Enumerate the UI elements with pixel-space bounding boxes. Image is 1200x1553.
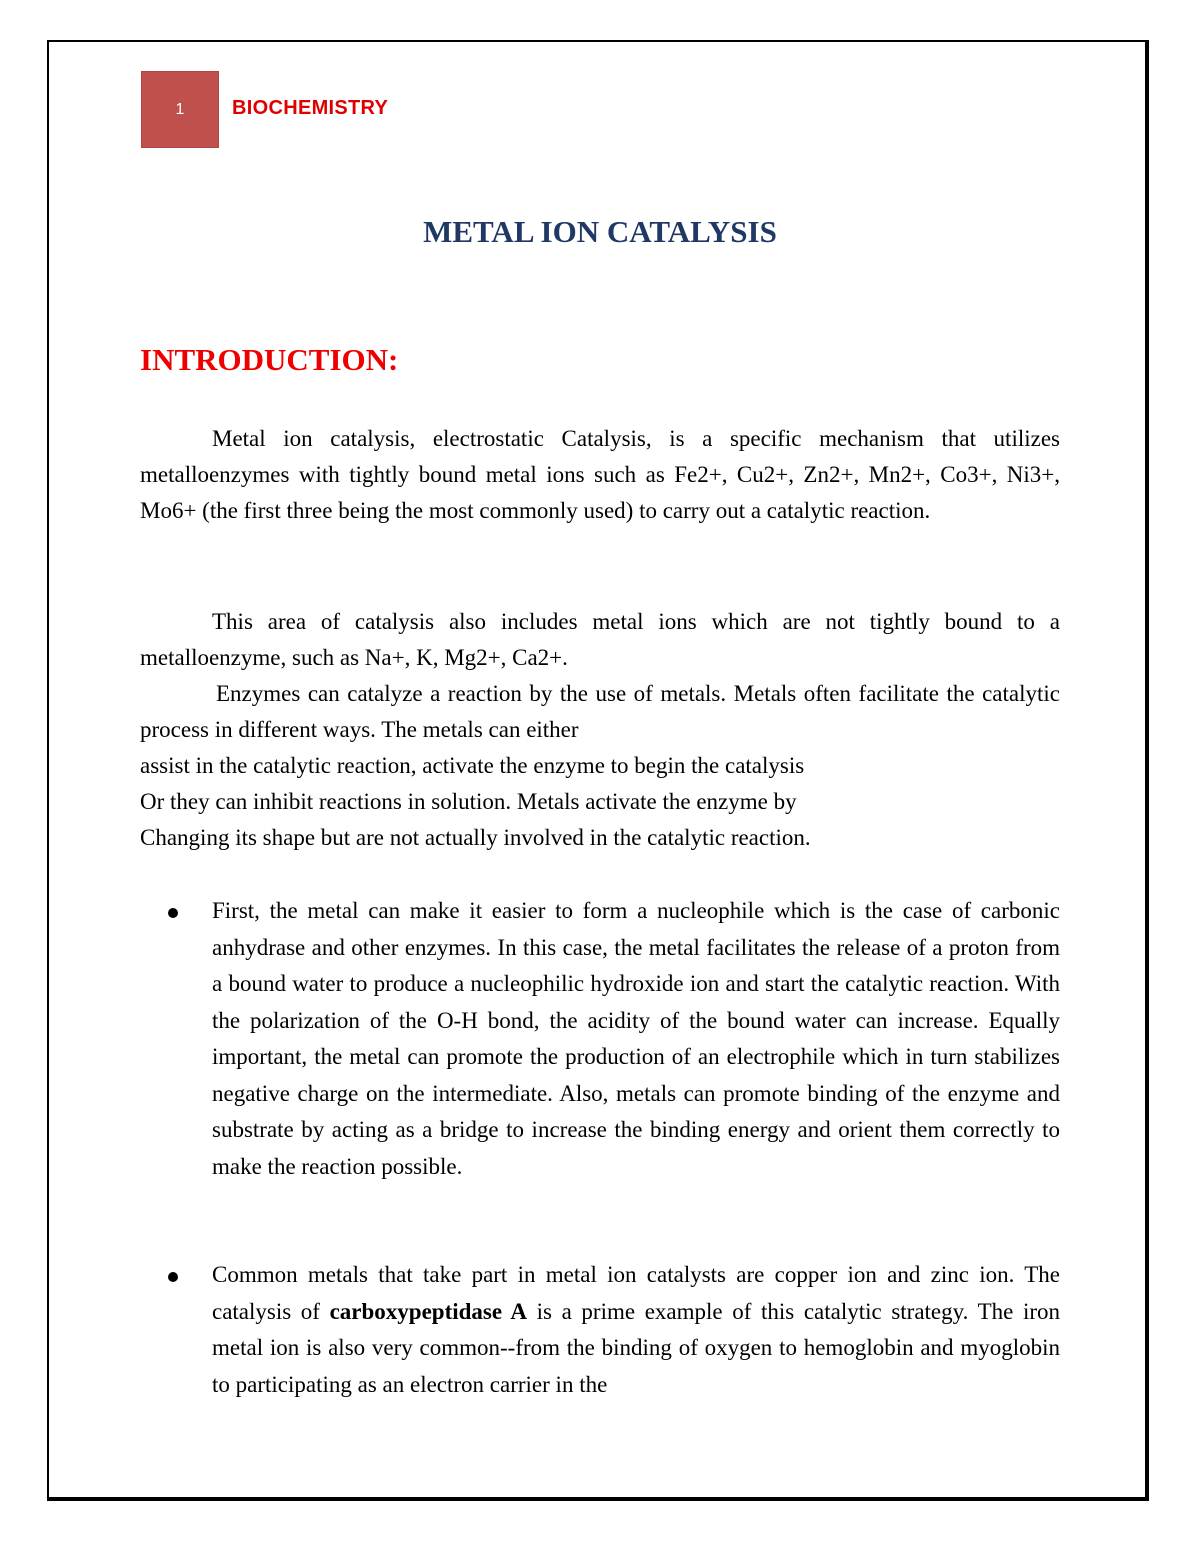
paragraph-intro-3-line-3: Or they can inhibit reactions in solution. Metals activate the enzyme by [140, 789, 797, 814]
page-number-box [141, 71, 219, 148]
section-heading-introduction: INTRODUCTION: [140, 342, 399, 377]
bullet-dot-icon [168, 1272, 178, 1282]
bullet-text-after: is a prime example of this catalytic strategy. The iron metal ion is also very common--from the binding of oxygen to hemoglobin and myoglobin to participating as an electron carrier in the [212, 1298, 1061, 1397]
header-subject: BIOCHEMISTRY [232, 97, 389, 119]
bullet-item-nucleophile: First, the metal can make it easier to form a nucleophile which is the case of carbonic anhydrase and other enzymes. In this case, the metal facilitates the release of a proton from a bound water to produce a nucleophilic hydroxide ion and start the catalytic reaction. With the polarization of the O-H bond, the acidity of the bound water can increase. Equally important, the metal can promote the production of an electrophile which in turn stabilizes negative charge on the intermediate. Also, metals can promote binding of the enzyme and substrate by acting as a bridge to increase the binding energy and orient them correctly to make the reaction possible. [212, 898, 1060, 1179]
bullet-dot-icon [168, 908, 178, 918]
bullet-text-before: Common metals that take part in metal ion catalysts are copper ion and zinc ion. The catalysis of [212, 1262, 1060, 1324]
page-number: 1 [175, 101, 185, 118]
paragraph-intro-3 [140, 676, 1060, 856]
document-title: METAL ION CATALYSIS [423, 214, 777, 249]
paragraph-intro-2: This area of catalysis also includes metal ions which are not tightly bound to a metalloenzyme, such as Na+, K, Mg2+, Ca2+. [140, 609, 1060, 670]
bullet-item-common-metals [212, 1257, 1060, 1403]
paragraph-intro-1: Metal ion catalysis, electrostatic Catalysis, is a specific mechanism that utilizes metalloenzymes with tightly bound metal ions such as Fe2+, Cu2+, Zn2+, Mn2+, Co3+, Ni3+, Mo6+ (the first three being the most commonly used) to carry out a catalytic reaction. [140, 426, 1060, 523]
paragraph-intro-3-line-2: assist in the catalytic reaction, activate the enzyme to begin the catalysis [140, 753, 805, 778]
bullet-text-bold-term: carboxypeptidase A [329, 1298, 528, 1324]
paragraph-intro-3-line-1: Enzymes can catalyze a reaction by the use of metals. Metals often facilitate the catalytic process in different ways. The metals can either [140, 681, 1060, 742]
paragraph-intro-3-line-4: Changing its shape but are not actually involved in the catalytic reaction. [140, 825, 811, 850]
